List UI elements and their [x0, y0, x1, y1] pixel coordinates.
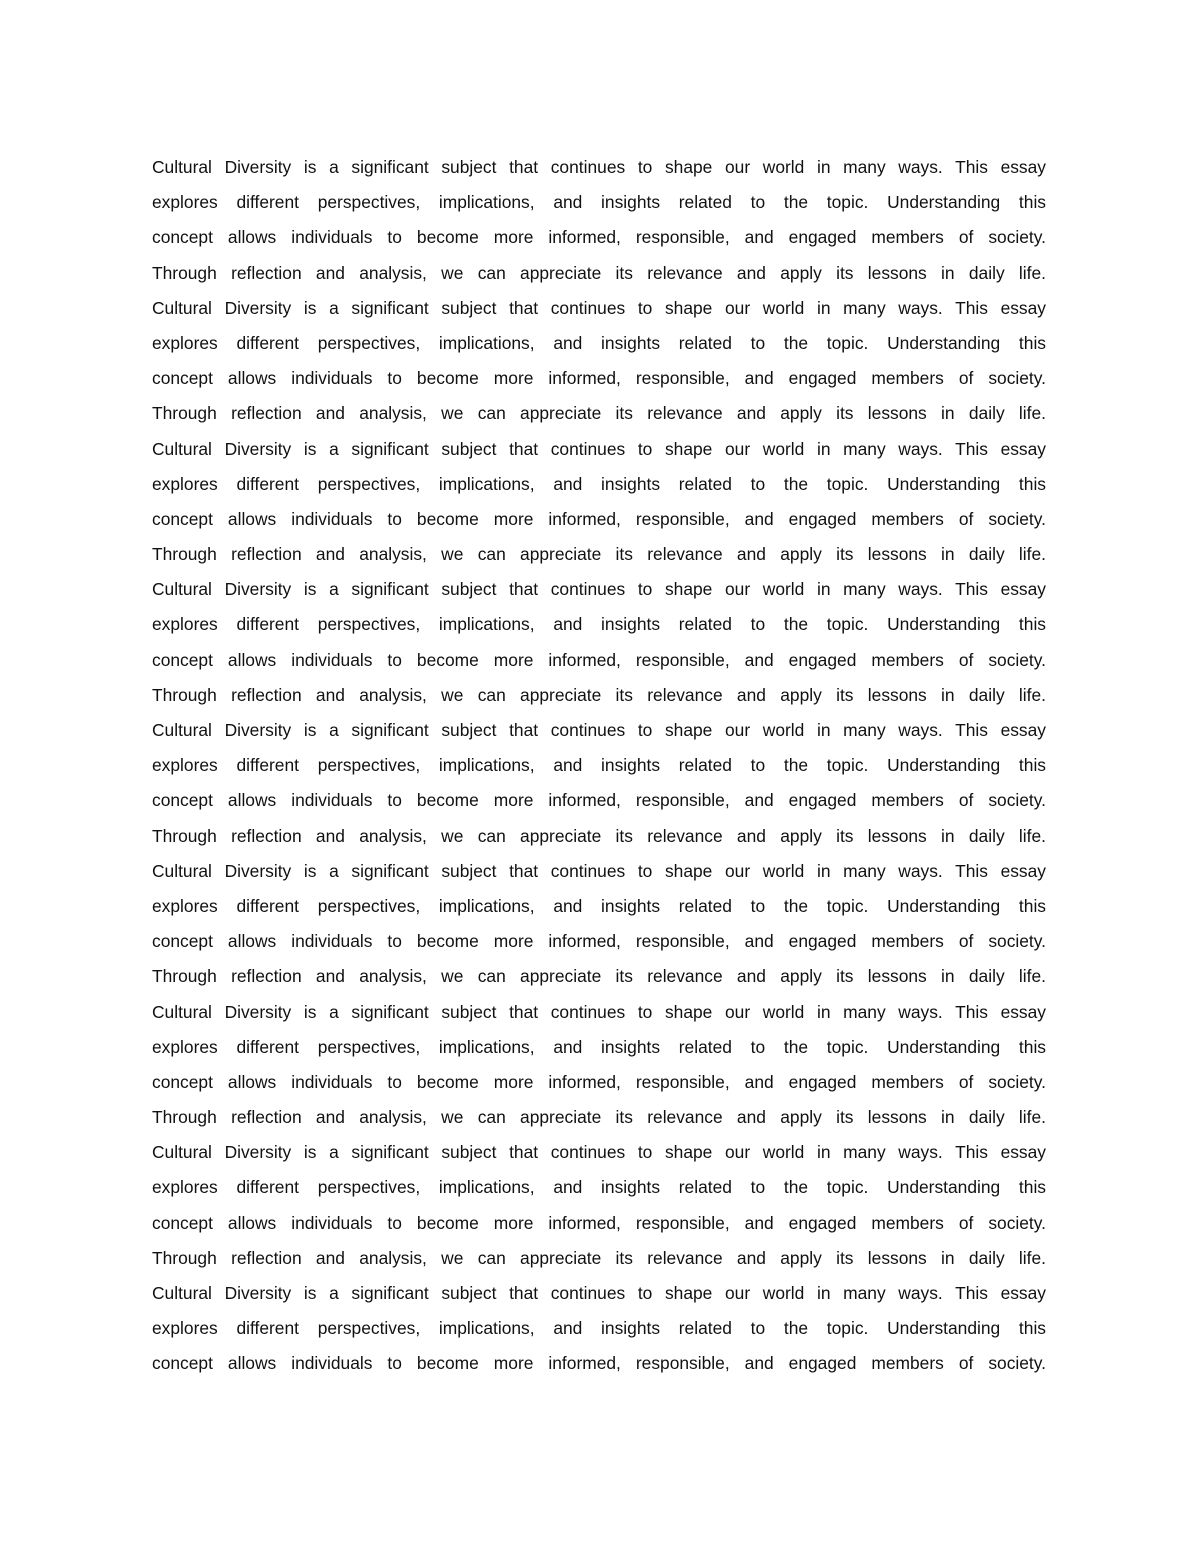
essay-line: concept allows individuals to become more informed, responsible, and engaged members of society.: [152, 649, 1046, 670]
essay-line: Cultural Diversity is a significant subject that continues to shape our world in many ways. This essay: [152, 579, 1046, 600]
essay-line: Cultural Diversity is a significant subject that continues to shape our world in many ways. This essay: [152, 438, 1046, 459]
essay-line: concept allows individuals to become more informed, responsible, and engaged members of society.: [152, 368, 1046, 389]
essay-line: explores different perspectives, implications, and insights related to the topic. Understanding this: [152, 1036, 1046, 1057]
essay-line: Cultural Diversity is a significant subject that continues to shape our world in many ways. This essay: [152, 720, 1046, 740]
essay-line: concept allows individuals to become more informed, responsible, and engaged members of society.: [152, 1212, 1046, 1233]
essay-line: explores different perspectives, implications, and insights related to the topic. Understanding this: [152, 614, 1046, 635]
essay-line: explores different perspectives, implications, and insights related to the topic. Understanding this: [152, 473, 1046, 494]
essay-line: Through reflection and analysis, we can appreciate its relevance and apply its lessons in daily life.: [152, 825, 1046, 846]
essay-line: explores different perspectives, implications, and insights related to the topic. Understanding this: [152, 1177, 1046, 1198]
essay-line: concept allows individuals to become more informed, responsible, and engaged members of society.: [152, 931, 1046, 952]
essay-line: Cultural Diversity is a significant subject that continues to shape our world in many ways. This essay: [152, 860, 1046, 881]
essay-line: Cultural Diversity is a significant subject that continues to shape our world in many ways. This essay: [152, 1142, 1046, 1163]
essay-line: Cultural Diversity is a significant subject that continues to shape our world in many ways. This essay: [152, 157, 1046, 177]
essay-line: Through reflection and analysis, we can appreciate its relevance and apply its lessons in daily life.: [152, 966, 1046, 987]
essay-line: concept allows individuals to become more informed, responsible, and engaged members of society.: [152, 790, 1046, 811]
essay-line: Cultural Diversity is a significant subject that continues to shape our world in many ways. This essay: [152, 1001, 1046, 1022]
essay-line: Cultural Diversity is a significant subject that continues to shape our world in many ways. This essay: [152, 297, 1046, 318]
essay-line: concept allows individuals to become more informed, responsible, and engaged members of society.: [152, 1353, 1046, 1374]
essay-line: Through reflection and analysis, we can appreciate its relevance and apply its lessons in daily life.: [152, 262, 1046, 283]
essay-line: explores different perspectives, implications, and insights related to the topic. Understanding this: [152, 755, 1046, 776]
essay-line: Through reflection and analysis, we can appreciate its relevance and apply its lessons in daily life.: [152, 1247, 1046, 1268]
essay-line: explores different perspectives, implications, and insights related to the topic. Understanding this: [152, 192, 1046, 213]
essay-line: explores different perspectives, implications, and insights related to the topic. Understanding this: [152, 1318, 1046, 1339]
essay-line: concept allows individuals to become more informed, responsible, and engaged members of society.: [152, 1071, 1046, 1092]
essay-body: [152, 150, 1046, 1382]
essay-line: explores different perspectives, implications, and insights related to the topic. Understanding this: [152, 895, 1046, 916]
essay-line: Through reflection and analysis, we can appreciate its relevance and apply its lessons in daily life.: [152, 544, 1046, 565]
essay-line: Through reflection and analysis, we can appreciate its relevance and apply its lessons in daily life.: [152, 684, 1046, 705]
essay-line: explores different perspectives, implications, and insights related to the topic. Understanding this: [152, 332, 1046, 353]
essay-line: concept allows individuals to become more informed, responsible, and engaged members of society.: [152, 508, 1046, 529]
essay-line: Cultural Diversity is a significant subject that continues to shape our world in many ways. This essay: [152, 1283, 1046, 1303]
essay-line: Through reflection and analysis, we can appreciate its relevance and apply its lessons in daily life.: [152, 1107, 1046, 1128]
essay-line: Through reflection and analysis, we can appreciate its relevance and apply its lessons in daily life.: [152, 403, 1046, 424]
essay-line: concept allows individuals to become more informed, responsible, and engaged members of society.: [152, 227, 1046, 248]
